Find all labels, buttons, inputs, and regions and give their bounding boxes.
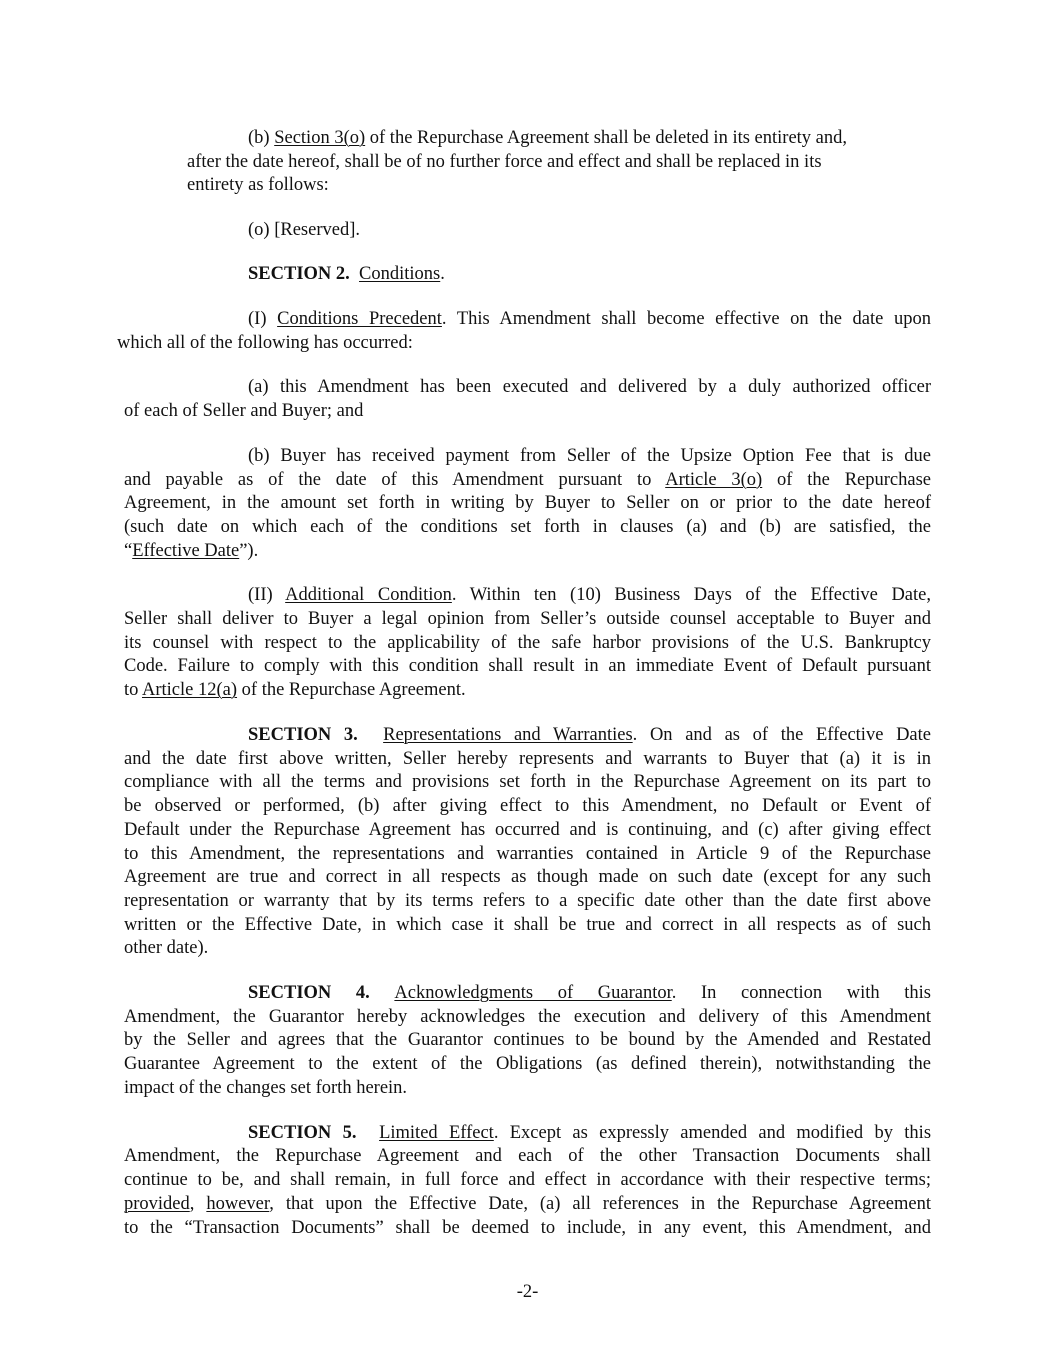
page-number: -2- <box>516 1282 539 1302</box>
p7-line-3: its counsel with respect to the applicability of the safe harbor provisions of the U.S. Bankruptcy <box>124 633 931 653</box>
p6-line-1: (b) Buyer has received payment from Seller of the Upsize Option Fee that is due <box>248 446 931 466</box>
section-2-heading: SECTION 2. Conditions. <box>248 264 445 284</box>
reserved-clause: (o) [Reserved]. <box>248 220 360 240</box>
section-3-line-2: and the date first above written, Seller hereby represents and warrants to Buyer that (a) it is in <box>124 749 931 769</box>
section-4-line-3: by the Seller and agrees that the Guarantor continues to be bound by the Amended and Restated <box>124 1030 931 1050</box>
p7-line-2: Seller shall deliver to Buyer a legal opinion from Seller’s outside counsel acceptable to Buyer and <box>124 609 931 629</box>
section-3-line-5: Default under the Repurchase Agreement has occurred and is continuing, and (c) after giving effect <box>124 820 931 840</box>
effective-date-term: Effective Date <box>132 541 240 561</box>
section-2-title: Conditions <box>359 264 441 284</box>
additional-condition-title: Additional Condition <box>285 585 452 605</box>
section-3o-reference: Section 3(o) <box>274 128 366 148</box>
p6-line-5: “Effective Date”). <box>124 541 259 561</box>
p6-line-2: and payable as of the date of this Amendment pursuant to Article 3(o) of the Repurchase <box>124 470 931 490</box>
conditions-precedent-title: Conditions Precedent <box>277 309 442 329</box>
p7-line-5: to Article 12(a) of the Repurchase Agreement. <box>124 680 466 700</box>
p1-line-2: after the date hereof, shall be of no further force and effect and shall be replaced in its <box>187 152 822 172</box>
p7-line-4: Code. Failure to comply with this condition shall result in an immediate Event of Default pursuant <box>124 656 931 676</box>
section-3-line-10: other date). <box>124 938 209 958</box>
section-4-line-5: impact of the changes set forth herein. <box>124 1078 408 1098</box>
p6-line-3: Agreement, in the amount set forth in writing by Buyer to Seller on or prior to the date hereof <box>124 493 931 513</box>
p5-line-2: of each of Seller and Buyer; and <box>124 401 364 421</box>
section-3-line-7: Agreement are true and correct in all respects as though made on such date (except for any such <box>124 867 931 887</box>
section-3-line-8: representation or warranty that by its terms refers to a specific date other than the date first above <box>124 891 931 911</box>
p4-line-2: which all of the following has occurred: <box>117 333 413 353</box>
section-5-line-3: continue to be, and shall remain, in full force and effect in accordance with their respective terms; <box>124 1170 931 1190</box>
p4-line-1: (I) Conditions Precedent. This Amendment shall become effective on the date upon <box>248 309 931 329</box>
provided-term: provided <box>124 1194 190 1214</box>
p6-line-4: (such date on which each of the conditions set forth in clauses (a) and (b) are satisfied, the <box>124 517 931 537</box>
section-5-title: Limited Effect <box>379 1123 494 1143</box>
section-3-line-3: compliance with all the terms and provisions set forth in the Repurchase Agreement on its part to <box>124 772 931 792</box>
section-3-line-6: to this Amendment, the representations and warranties contained in Article 9 of the Repurchase <box>124 844 931 864</box>
section-4-heading: SECTION 4. <box>248 983 370 1003</box>
section-4-line-4: Guarantee Agreement to the extent of the Obligations (as defined therein), notwithstanding the <box>124 1054 931 1074</box>
p7-line-1: (II) Additional Condition. Within ten (10) Business Days of the Effective Date, <box>248 585 931 605</box>
section-3-title: Representations and Warranties <box>383 725 633 745</box>
p1-line-1: (b) Section 3(o) of the Repurchase Agreement shall be deleted in its entirety and, <box>248 128 848 148</box>
section-5-line-2: Amendment, the Repurchase Agreement and each of the other Transaction Documents shall <box>124 1146 931 1166</box>
p1-line-3: entirety as follows: <box>187 175 329 195</box>
section-5-heading: SECTION 5. <box>248 1123 357 1143</box>
section-3-line-1: SECTION 3. Representations and Warranties. On and as of the Effective Date <box>248 725 931 745</box>
p5-line-1: (a) this Amendment has been executed and delivered by a duly authorized officer <box>248 377 931 397</box>
section-5-line-1: SECTION 5. Limited Effect. Except as expressly amended and modified by this <box>248 1123 932 1143</box>
however-term: however <box>206 1194 270 1214</box>
section-5-line-4: provided, however, that upon the Effective Date, (a) all references in the Repurchase Agreement <box>124 1194 932 1214</box>
section-3-line-9: written or the Effective Date, in which case it shall be true and correct in all respects as of such <box>124 915 931 935</box>
section-4-title: Acknowledgments of Guarantor <box>394 983 672 1003</box>
section-4-line-2: Amendment, the Guarantor hereby acknowledges the execution and delivery of this Amendment <box>124 1007 931 1027</box>
section-4-line-1: SECTION 4. Acknowledgments of Guarantor. In connection with this <box>248 983 932 1003</box>
section-3-heading: SECTION 3. <box>248 725 358 745</box>
section-5-line-5: to the “Transaction Documents” shall be deemed to include, in any event, this Amendment, and <box>124 1218 931 1238</box>
article-3o-reference: Article 3(o) <box>665 470 763 490</box>
article-12a-reference: Article 12(a) <box>142 680 238 700</box>
section-3-line-4: be observed or performed, (b) after giving effect to this Amendment, no Default or Event of <box>124 796 931 816</box>
